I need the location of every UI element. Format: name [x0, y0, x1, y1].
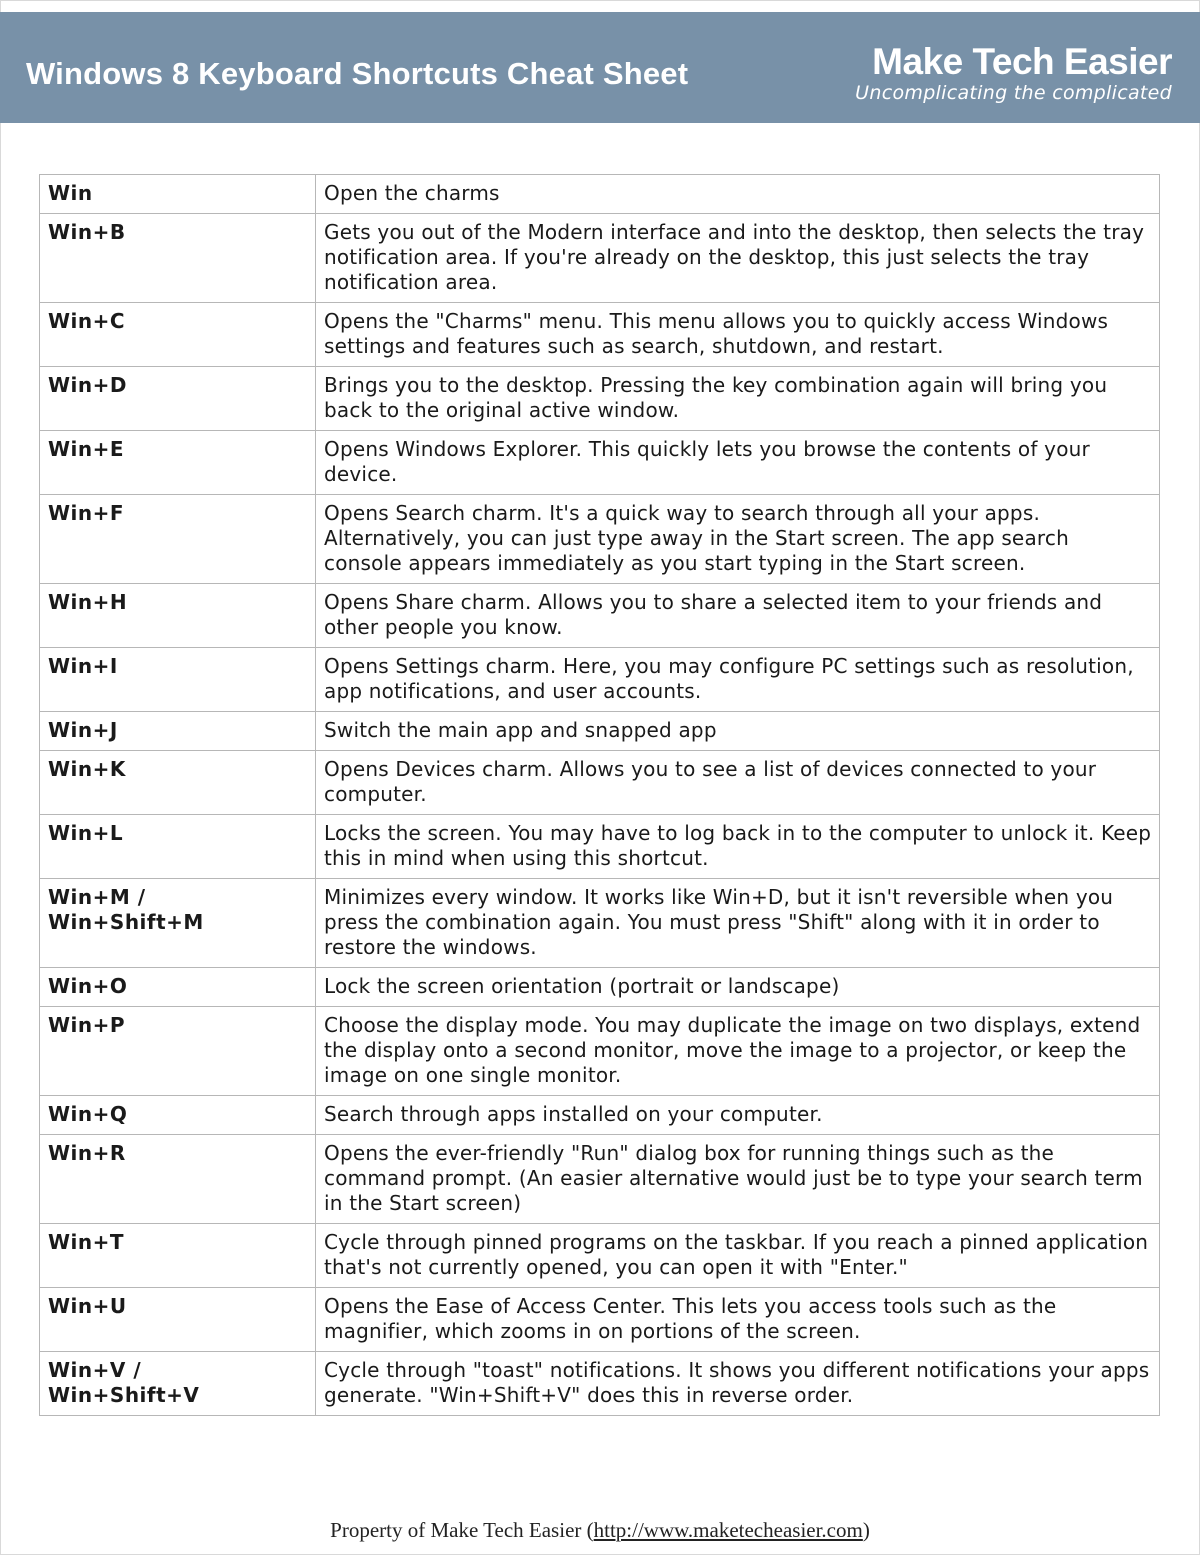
header-banner — [0, 12, 1200, 123]
table-row — [40, 648, 1160, 712]
shortcut-key-cell — [40, 1007, 316, 1096]
shortcut-key: Win+J — [48, 718, 118, 742]
shortcuts-table — [39, 174, 1160, 1416]
footer-link[interactable]: http://www.maketecheasier.com — [593, 1518, 863, 1542]
shortcut-description: Gets you out of the Modern interface and into the desktop, then selects the tray notification area. If you're already on the desktop, this just selects the tray notification area. — [316, 214, 1160, 303]
shortcut-key: Win+R — [48, 1141, 126, 1165]
table-row — [40, 1007, 1160, 1096]
table-row — [40, 1224, 1160, 1288]
shortcut-key-cell — [40, 712, 316, 751]
shortcut-description: Cycle through "toast" notifications. It shows you different notifications your apps generate. "Win+Shift+V" does this in reverse order. — [316, 1352, 1160, 1416]
footer-prefix: Property of Make Tech Easier ( — [330, 1518, 594, 1542]
shortcut-key: Win+U — [48, 1294, 127, 1318]
shortcut-key-cell — [40, 968, 316, 1007]
table-row — [40, 751, 1160, 815]
table-row — [40, 968, 1160, 1007]
shortcut-description: Minimizes every window. It works like Win+D, but it isn't reversible when you press the combination again. You must press "Shift" along with it in order to restore the windows. — [316, 879, 1160, 968]
shortcut-key-cell — [40, 175, 316, 214]
brand-tagline: Uncomplicating the complicated — [855, 82, 1172, 104]
shortcut-key: Win+F — [48, 501, 125, 525]
shortcut-key: Win+P — [48, 1013, 126, 1037]
shortcut-key-cell — [40, 1135, 316, 1224]
page-title: Windows 8 Keyboard Shortcuts Cheat Sheet — [26, 56, 689, 91]
table-row — [40, 214, 1160, 303]
shortcut-key: Win+H — [48, 590, 128, 614]
table-row — [40, 815, 1160, 879]
table-row — [40, 303, 1160, 367]
table-row — [40, 584, 1160, 648]
shortcut-key: Win+O — [48, 974, 128, 998]
shortcut-description: Opens Share charm. Allows you to share a selected item to your friends and other people you know. — [316, 584, 1160, 648]
shortcut-key-cell — [40, 879, 316, 968]
footer-suffix: ) — [862, 1518, 870, 1542]
shortcut-description: Cycle through pinned programs on the taskbar. If you reach a pinned application that's not currently opened, you can open it with "Enter." — [316, 1224, 1160, 1288]
shortcut-key: Win+L — [48, 821, 124, 845]
shortcut-key: Win+C — [48, 309, 126, 333]
table-row — [40, 175, 1160, 214]
shortcut-key: Win+V / — [48, 1358, 142, 1382]
shortcut-description: Opens the ever-friendly "Run" dialog box for running things such as the command prompt. (An easier alternative would just be to type your search term in the Start screen) — [316, 1135, 1160, 1224]
shortcut-key-cell — [40, 1096, 316, 1135]
table-row — [40, 712, 1160, 751]
shortcut-description: Opens Devices charm. Allows you to see a list of devices connected to your computer. — [316, 751, 1160, 815]
shortcut-description: Locks the screen. You may have to log back in to the computer to unlock it. Keep this in mind when using this shortcut. — [316, 815, 1160, 879]
shortcut-description: Choose the display mode. You may duplicate the image on two displays, extend the display onto a second monitor, move the image to a projector, or keep the image on one single monitor. — [316, 1007, 1160, 1096]
shortcut-key-cell — [40, 303, 316, 367]
shortcut-key-cell — [40, 495, 316, 584]
shortcut-description: Opens Windows Explorer. This quickly lets you browse the contents of your device. — [316, 431, 1160, 495]
shortcut-key-cell — [40, 584, 316, 648]
shortcut-key: Win+B — [48, 220, 126, 244]
shortcut-key: Win+I — [48, 654, 118, 678]
shortcut-key: Win+Q — [48, 1102, 128, 1126]
shortcut-key-cell — [40, 1224, 316, 1288]
shortcut-key-cell — [40, 648, 316, 712]
table-row — [40, 431, 1160, 495]
shortcut-key: Win+K — [48, 757, 126, 781]
shortcut-description: Opens the Ease of Access Center. This lets you access tools such as the magnifier, which zooms in on portions of the screen. — [316, 1288, 1160, 1352]
shortcut-description: Opens Settings charm. Here, you may configure PC settings such as resolution, app notifications, and user accounts. — [316, 648, 1160, 712]
shortcut-key: Win+M / — [48, 885, 146, 909]
shortcut-key-cell — [40, 1288, 316, 1352]
shortcut-description: Opens Search charm. It's a quick way to search through all your apps. Alternatively, you can just type away in the Start screen. The app search console appears immediately as you start typing in the Start screen. — [316, 495, 1160, 584]
shortcut-key-cell — [40, 1352, 316, 1416]
shortcut-key-cell — [40, 751, 316, 815]
shortcut-key-cell — [40, 367, 316, 431]
table-row — [40, 879, 1160, 968]
shortcut-description: Opens the "Charms" menu. This menu allows you to quickly access Windows settings and features such as search, shutdown, and restart. — [316, 303, 1160, 367]
shortcut-key-alt: Win+Shift+M — [48, 910, 204, 934]
table-row — [40, 367, 1160, 431]
shortcut-key-cell — [40, 431, 316, 495]
table-row — [40, 1288, 1160, 1352]
shortcut-description: Open the charms — [316, 175, 1160, 214]
table-row — [40, 1352, 1160, 1416]
table-row — [40, 495, 1160, 584]
shortcut-description: Brings you to the desktop. Pressing the key combination again will bring you back to the original active window. — [316, 367, 1160, 431]
shortcut-key: Win+T — [48, 1230, 125, 1254]
shortcut-key-cell — [40, 214, 316, 303]
shortcut-key: Win+D — [48, 373, 128, 397]
brand-logo — [855, 42, 1172, 104]
footer — [0, 1518, 1200, 1543]
table-row — [40, 1096, 1160, 1135]
brand-name: Make Tech Easier — [872, 41, 1172, 82]
shortcut-key-alt: Win+Shift+V — [48, 1383, 200, 1407]
shortcut-description: Switch the main app and snapped app — [316, 712, 1160, 751]
shortcut-description: Lock the screen orientation (portrait or landscape) — [316, 968, 1160, 1007]
shortcut-description: Search through apps installed on your computer. — [316, 1096, 1160, 1135]
shortcut-key: Win — [48, 181, 93, 205]
table-row — [40, 1135, 1160, 1224]
shortcut-key: Win+E — [48, 437, 125, 461]
shortcut-key-cell — [40, 815, 316, 879]
